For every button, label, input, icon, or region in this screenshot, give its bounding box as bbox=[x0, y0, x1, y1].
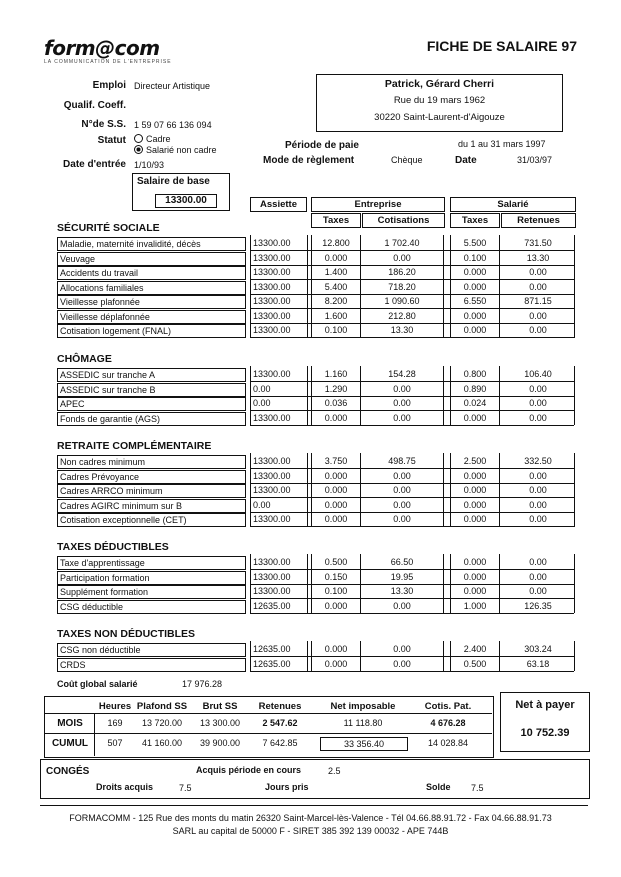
summary-cumul-value: 41 160.00 bbox=[141, 738, 183, 748]
cell-retenues: 871.15 bbox=[524, 296, 552, 306]
summary-divider bbox=[44, 713, 492, 714]
cell-assiette: 13300.00 bbox=[253, 456, 291, 466]
section-title: SÉCURITÉ SOCIALE bbox=[57, 222, 160, 234]
cell-assiette: 13300.00 bbox=[253, 514, 291, 524]
cell-taxes-salarie: 2.500 bbox=[463, 456, 487, 466]
column-divider bbox=[450, 235, 451, 338]
row-label: Accidents du travail bbox=[57, 266, 246, 280]
cell-taxes-salarie: 0.100 bbox=[463, 252, 487, 263]
column-divider bbox=[499, 641, 500, 671]
row-label: CSG déductible bbox=[57, 600, 246, 614]
qualif-label: Qualif. Coeff. bbox=[63, 100, 126, 111]
cell-taxes-salarie: 0.000 bbox=[463, 470, 487, 481]
summary-header: Cotis. Pat. bbox=[424, 701, 472, 712]
cell-cotisations: 0.00 bbox=[393, 470, 411, 481]
cell-assiette: 13300.00 bbox=[253, 310, 291, 321]
row-label: Cadres ARRCO minimum bbox=[57, 484, 246, 498]
column-divider bbox=[311, 453, 312, 527]
cell-assiette: 13300.00 bbox=[253, 586, 291, 596]
column-divider bbox=[574, 366, 575, 425]
column-divider bbox=[250, 453, 251, 527]
cell-taxes-salarie: 0.500 bbox=[463, 658, 487, 669]
column-divider bbox=[360, 366, 361, 425]
acquis-periode-value: 2.5 bbox=[328, 766, 341, 776]
summary-mois-value: 13 720.00 bbox=[141, 718, 183, 728]
summary-mois-value: 169 bbox=[107, 718, 123, 728]
column-divider bbox=[307, 235, 308, 338]
cell-cotisations: 1 702.40 bbox=[384, 238, 420, 248]
cell-cotisations: 1 090.60 bbox=[384, 296, 420, 306]
cell-taxes-entreprise: 0.150 bbox=[324, 571, 348, 582]
column-divider bbox=[450, 641, 451, 671]
mode-value: Chèque bbox=[391, 155, 423, 165]
cell-taxes-entreprise: 12.800 bbox=[322, 238, 350, 248]
summary-mois-value: 13 300.00 bbox=[199, 718, 241, 728]
cell-retenues: 13.30 bbox=[526, 252, 550, 263]
header-entreprise: Entreprise bbox=[311, 197, 445, 212]
employee-name: Patrick, Gérard Cherri bbox=[384, 78, 495, 90]
summary-column-divider bbox=[94, 713, 95, 756]
cell-taxes-entreprise: 1.160 bbox=[324, 369, 348, 379]
ss-label: N°de S.S. bbox=[81, 119, 126, 130]
summary-mois-value: 11 118.80 bbox=[343, 718, 383, 728]
cell-retenues: 332.50 bbox=[524, 456, 552, 466]
cell-cotisations: 13.30 bbox=[390, 586, 414, 596]
column-divider bbox=[250, 641, 251, 671]
row-divider bbox=[250, 425, 574, 426]
header-retenues: Retenues bbox=[501, 213, 576, 228]
summary-mois-value: 4 676.28 bbox=[430, 718, 466, 728]
cell-assiette: 13300.00 bbox=[253, 485, 291, 495]
cell-cotisations: 19.95 bbox=[390, 571, 414, 582]
cell-assiette: 13300.00 bbox=[253, 267, 291, 277]
summary-mois-value: 2 547.62 bbox=[262, 718, 298, 728]
column-divider bbox=[574, 235, 575, 338]
emploi-value: Directeur Artistique bbox=[134, 81, 211, 91]
column-divider bbox=[250, 554, 251, 613]
cell-retenues: 0.00 bbox=[529, 398, 547, 408]
column-divider bbox=[307, 453, 308, 527]
cell-cotisations: 0.00 bbox=[393, 383, 411, 394]
row-label: Supplément formation bbox=[57, 585, 246, 599]
summary-cumul-value: 33 356.40 bbox=[320, 737, 408, 751]
cell-cotisations: 0.00 bbox=[393, 644, 411, 654]
employee-address-line1: Rue du 19 mars 1962 bbox=[393, 95, 486, 106]
cell-retenues: 0.00 bbox=[529, 586, 547, 596]
cell-cotisations: 498.75 bbox=[388, 456, 416, 466]
column-divider bbox=[360, 453, 361, 527]
cell-assiette: 13300.00 bbox=[253, 369, 291, 379]
cell-retenues: 731.50 bbox=[524, 238, 552, 248]
mode-label: Mode de règlement bbox=[263, 155, 355, 166]
column-divider bbox=[311, 641, 312, 671]
column-divider bbox=[450, 453, 451, 527]
cell-retenues: 63.18 bbox=[526, 658, 550, 669]
row-label: ASSEDIC sur tranche B bbox=[57, 383, 246, 397]
cell-cotisations: 0.00 bbox=[393, 499, 411, 510]
logo-tagline: LA COMMUNICATION DE L'ENTREPRISE bbox=[44, 59, 172, 65]
summary-header: Heures bbox=[98, 701, 132, 712]
cell-retenues: 126.35 bbox=[524, 600, 552, 611]
droits-label: Droits acquis bbox=[96, 782, 154, 792]
radio-selected-icon bbox=[134, 145, 143, 154]
cout-global-value: 17 976.28 bbox=[182, 679, 223, 689]
column-divider bbox=[443, 554, 444, 613]
employee-address-line2: 30220 Saint-Laurent-d'Aigouze bbox=[374, 112, 505, 123]
column-divider bbox=[443, 453, 444, 527]
row-divider bbox=[250, 337, 574, 338]
cell-taxes-salarie: 0.000 bbox=[463, 310, 487, 321]
column-divider bbox=[360, 554, 361, 613]
row-label: ASSEDIC sur tranche A bbox=[57, 368, 246, 382]
row-label: APEC bbox=[57, 397, 246, 411]
section-title: TAXES NON DÉDUCTIBLES bbox=[57, 628, 196, 640]
cell-assiette: 13300.00 bbox=[253, 571, 291, 582]
cell-retenues: 0.00 bbox=[529, 310, 547, 321]
cell-cotisations: 0.00 bbox=[393, 485, 411, 495]
cell-taxes-entreprise: 1.400 bbox=[324, 267, 348, 277]
company-logo: form@com bbox=[44, 36, 160, 60]
date-value: 31/03/97 bbox=[517, 155, 553, 165]
cell-taxes-entreprise: 0.100 bbox=[324, 586, 348, 596]
row-label: Fonds de garantie (AGS) bbox=[57, 412, 246, 426]
droits-value: 7.5 bbox=[179, 783, 192, 793]
column-divider bbox=[499, 235, 500, 338]
cell-taxes-salarie: 0.000 bbox=[463, 586, 487, 596]
cell-taxes-entreprise: 0.000 bbox=[324, 470, 348, 481]
cell-retenues: 0.00 bbox=[529, 383, 547, 394]
row-label: Cadres AGIRC minimum sur B bbox=[57, 499, 246, 513]
cell-taxes-entreprise: 0.000 bbox=[324, 644, 348, 654]
column-divider bbox=[250, 366, 251, 425]
cell-taxes-entreprise: 0.000 bbox=[324, 252, 348, 263]
cell-taxes-salarie: 0.024 bbox=[463, 398, 487, 408]
header-cotisations: Cotisations bbox=[362, 213, 445, 228]
column-divider bbox=[307, 554, 308, 613]
cell-taxes-salarie: 0.000 bbox=[463, 557, 487, 567]
cell-taxes-entreprise: 1.290 bbox=[324, 383, 348, 394]
cell-taxes-entreprise: 1.600 bbox=[324, 310, 348, 321]
section-title: TAXES DÉDUCTIBLES bbox=[57, 541, 169, 553]
cell-retenues: 0.00 bbox=[529, 499, 547, 510]
cell-taxes-entreprise: 0.000 bbox=[324, 514, 348, 524]
cell-retenues: 0.00 bbox=[529, 281, 547, 292]
cell-cotisations: 186.20 bbox=[388, 267, 416, 277]
row-label: Vieillesse déplafonnée bbox=[57, 310, 246, 324]
periode-value: du 1 au 31 mars 1997 bbox=[458, 139, 546, 149]
summary-cumul-value: 507 bbox=[107, 738, 123, 748]
net-payer-label: Net à payer bbox=[515, 699, 575, 711]
cell-taxes-entreprise: 0.000 bbox=[324, 499, 348, 510]
cell-cotisations: 212.80 bbox=[388, 310, 416, 321]
cell-taxes-entreprise: 0.100 bbox=[324, 325, 348, 335]
header-assiette: Assiette bbox=[250, 197, 307, 212]
cell-taxes-salarie: 0.000 bbox=[463, 485, 487, 495]
cell-retenues: 0.00 bbox=[529, 470, 547, 481]
summary-header: Plafond SS bbox=[136, 701, 188, 712]
summary-cumul-value: 14 028.84 bbox=[427, 738, 469, 748]
row-label: Participation formation bbox=[57, 571, 246, 585]
column-divider bbox=[360, 235, 361, 338]
summary-header: Retenues bbox=[258, 701, 302, 712]
column-divider bbox=[499, 453, 500, 527]
solde-value: 7.5 bbox=[471, 783, 484, 793]
cell-retenues: 0.00 bbox=[529, 325, 547, 335]
statut-option-non-cadre: Salarié non cadre bbox=[134, 145, 217, 155]
salaire-base-label: Salaire de base bbox=[137, 176, 210, 187]
column-divider bbox=[443, 235, 444, 338]
cell-cotisations: 0.00 bbox=[393, 398, 411, 408]
cell-retenues: 0.00 bbox=[529, 514, 547, 524]
date-label: Date bbox=[455, 155, 477, 166]
section-title: RETRAITE COMPLÉMENTAIRE bbox=[57, 440, 212, 452]
column-divider bbox=[307, 366, 308, 425]
cell-taxes-entreprise: 0.000 bbox=[324, 412, 348, 423]
column-divider bbox=[574, 641, 575, 671]
conges-box bbox=[40, 759, 590, 799]
acquis-periode-label: Acquis période en cours bbox=[196, 765, 302, 775]
statut-label: Statut bbox=[97, 135, 126, 146]
cell-cotisations: 0.00 bbox=[393, 252, 411, 263]
column-divider bbox=[443, 366, 444, 425]
summary-mois-label: MOIS bbox=[57, 718, 83, 729]
column-divider bbox=[311, 554, 312, 613]
cell-taxes-entreprise: 0.036 bbox=[324, 398, 348, 408]
row-label: Allocations familiales bbox=[57, 281, 246, 295]
cell-retenues: 0.00 bbox=[529, 485, 547, 495]
cell-taxes-salarie: 0.890 bbox=[463, 383, 487, 394]
header-taxes-salarie: Taxes bbox=[450, 213, 500, 228]
cell-cotisations: 0.00 bbox=[393, 658, 411, 669]
cell-taxes-salarie: 0.000 bbox=[463, 499, 487, 510]
cell-taxes-entreprise: 0.000 bbox=[324, 485, 348, 495]
cell-taxes-entreprise: 3.750 bbox=[324, 456, 348, 466]
cell-cotisations: 718.20 bbox=[388, 281, 416, 292]
cell-assiette: 13300.00 bbox=[253, 325, 291, 335]
cell-cotisations: 0.00 bbox=[393, 600, 411, 611]
cell-cotisations: 154.28 bbox=[388, 369, 416, 379]
cell-assiette: 13300.00 bbox=[253, 238, 291, 248]
cell-taxes-salarie: 2.400 bbox=[463, 644, 487, 654]
cell-assiette: 13300.00 bbox=[253, 557, 291, 567]
column-divider bbox=[499, 554, 500, 613]
cell-taxes-salarie: 0.000 bbox=[463, 412, 487, 423]
column-divider bbox=[307, 641, 308, 671]
cell-assiette: 0.00 bbox=[253, 499, 271, 510]
net-payer-value: 10 752.39 bbox=[520, 727, 570, 739]
page-title: FICHE DE SALAIRE 97 bbox=[426, 38, 577, 54]
cell-assiette: 12635.00 bbox=[253, 600, 291, 611]
summary-header: Net imposable bbox=[330, 701, 396, 712]
cell-retenues: 0.00 bbox=[529, 412, 547, 423]
summary-cumul-label: CUMUL bbox=[51, 738, 89, 749]
column-divider bbox=[360, 641, 361, 671]
column-divider bbox=[499, 366, 500, 425]
cell-cotisations: 13.30 bbox=[390, 325, 414, 335]
header-taxes-entreprise: Taxes bbox=[311, 213, 361, 228]
cell-taxes-entreprise: 0.000 bbox=[324, 600, 348, 611]
cell-taxes-salarie: 0.000 bbox=[463, 325, 487, 335]
jours-pris-label: Jours pris bbox=[265, 782, 309, 792]
column-divider bbox=[450, 366, 451, 425]
salaire-base-box bbox=[132, 173, 230, 211]
column-divider bbox=[250, 235, 251, 338]
row-label: Non cadres minimum bbox=[57, 455, 246, 469]
row-label: Cotisation exceptionnelle (CET) bbox=[57, 513, 246, 527]
summary-cumul-value: 39 900.00 bbox=[199, 738, 241, 748]
column-divider bbox=[311, 235, 312, 338]
cell-taxes-entreprise: 8.200 bbox=[324, 296, 348, 306]
cout-global-label: Coût global salarié bbox=[57, 679, 138, 689]
cell-assiette: 13300.00 bbox=[253, 296, 291, 306]
row-divider bbox=[250, 671, 574, 672]
column-divider bbox=[311, 366, 312, 425]
row-label: CRDS bbox=[57, 658, 246, 672]
cell-taxes-entreprise: 0.000 bbox=[324, 658, 348, 669]
cell-taxes-salarie: 0.000 bbox=[463, 514, 487, 524]
row-label: CSG non déductible bbox=[57, 643, 246, 657]
summary-cumul-value: 7 642.85 bbox=[262, 738, 298, 748]
cell-assiette: 13300.00 bbox=[253, 412, 291, 423]
section-title: CHÔMAGE bbox=[57, 353, 112, 365]
cell-assiette: 0.00 bbox=[253, 383, 271, 394]
summary-divider bbox=[44, 733, 492, 734]
column-divider bbox=[574, 453, 575, 527]
cell-taxes-salarie: 0.000 bbox=[463, 571, 487, 582]
employee-address-box bbox=[316, 74, 563, 132]
footer-line2: SARL au capital de 50000 F - SIRET 385 392 139 00032 - APE 744B bbox=[172, 826, 449, 836]
row-divider bbox=[250, 526, 574, 527]
row-label: Vieillesse plafonnée bbox=[57, 295, 246, 309]
cell-taxes-salarie: 0.000 bbox=[463, 267, 487, 277]
cell-retenues: 0.00 bbox=[529, 557, 547, 567]
ss-value: 1 59 07 66 136 094 bbox=[134, 120, 212, 130]
cell-taxes-salarie: 5.500 bbox=[463, 238, 487, 248]
date-entree-value: 1/10/93 bbox=[134, 160, 165, 170]
cell-assiette: 13300.00 bbox=[253, 252, 291, 263]
header-salarie: Salarié bbox=[450, 197, 576, 212]
emploi-label: Emploi bbox=[92, 80, 126, 91]
cell-assiette: 12635.00 bbox=[253, 658, 291, 669]
cell-assiette: 12635.00 bbox=[253, 644, 291, 654]
cell-retenues: 106.40 bbox=[524, 369, 552, 379]
statut-option-cadre: Cadre bbox=[134, 134, 171, 144]
row-label: Maladie, maternité invalidité, décès bbox=[57, 237, 246, 251]
row-divider bbox=[250, 613, 574, 614]
footer-line1: FORMACOMM - 125 Rue des monts du matin 26320 Saint-Marcel-lès-Valence - Tél 04.66.88.91.72 - Fax 04.66.88.91.73 bbox=[69, 813, 552, 823]
net-payer-box bbox=[500, 692, 590, 752]
solde-label: Solde bbox=[426, 782, 451, 792]
cell-assiette: 13300.00 bbox=[253, 470, 291, 481]
salaire-base-value: 13300.00 bbox=[155, 194, 217, 208]
cell-taxes-salarie: 0.000 bbox=[463, 281, 487, 292]
row-label: Cotisation logement (FNAL) bbox=[57, 324, 246, 338]
summary-header: Brut SS bbox=[202, 701, 238, 712]
periode-label: Période de paie bbox=[285, 140, 359, 151]
column-divider bbox=[574, 554, 575, 613]
row-label: Veuvage bbox=[57, 252, 246, 266]
cell-assiette: 13300.00 bbox=[253, 281, 291, 292]
column-divider bbox=[450, 554, 451, 613]
radio-empty-icon bbox=[134, 134, 143, 143]
cell-cotisations: 0.00 bbox=[393, 412, 411, 423]
cell-cotisations: 66.50 bbox=[390, 557, 414, 567]
cell-taxes-salarie: 0.800 bbox=[463, 369, 487, 379]
cell-retenues: 0.00 bbox=[529, 267, 547, 277]
cell-retenues: 303.24 bbox=[524, 644, 552, 654]
cell-taxes-entreprise: 0.500 bbox=[324, 557, 348, 567]
cell-taxes-salarie: 6.550 bbox=[463, 296, 487, 306]
column-divider bbox=[443, 641, 444, 671]
date-entree-label: Date d'entrée bbox=[63, 159, 126, 170]
cell-retenues: 0.00 bbox=[529, 571, 547, 582]
cell-cotisations: 0.00 bbox=[393, 514, 411, 524]
cell-taxes-entreprise: 5.400 bbox=[324, 281, 348, 292]
footer-divider bbox=[40, 805, 588, 806]
cell-taxes-salarie: 1.000 bbox=[463, 600, 487, 611]
cell-assiette: 0.00 bbox=[253, 398, 271, 408]
row-label: Taxe d'apprentissage bbox=[57, 556, 246, 570]
conges-title: CONGÉS bbox=[46, 766, 90, 777]
row-label: Cadres Prévoyance bbox=[57, 470, 246, 484]
